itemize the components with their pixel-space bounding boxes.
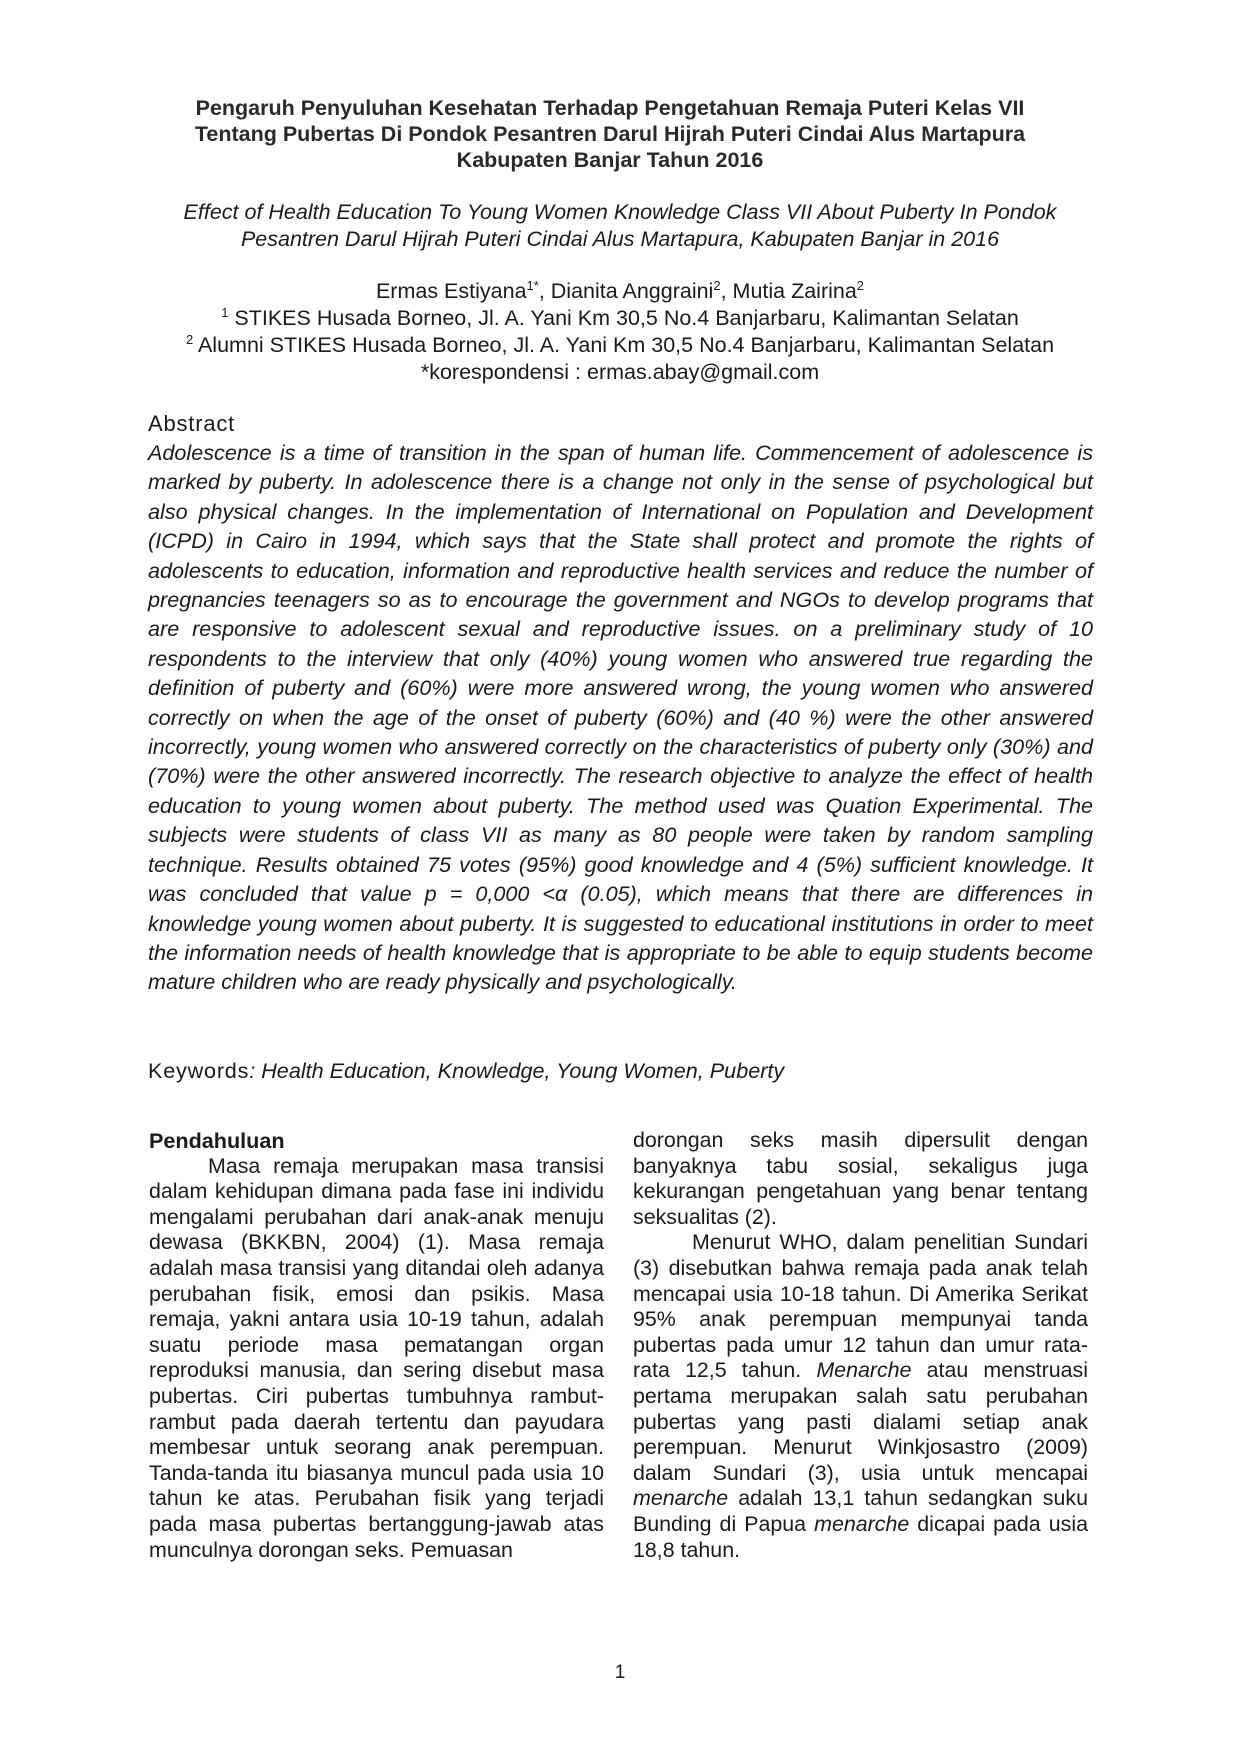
affiliation-mark: 1 [221,304,229,320]
abstract-body: Adolescence is a time of transition in the span of human life. Commencement of adolescence is marked by puberty. In adolescence there is a change not only in the sense of psychological but also physical changes. In the implementation of International on Population and Development (ICPD) in Cairo in 1994, which says that the State shall protect and promote the rights of adolescents to education, information and reproductive health services and reduce the number of pregnancies teenagers so as to encourage the government and NGOs to develop programs that are responsive to adolescent sexual and reproductive issues. on a preliminary study of 10 respondents to the interview that only (40%) young women who answered true regarding the definition of puberty and (60%) were more answered wrong, the young women who answered correctly on when the age of the onset of puberty (60%) and (40 %) were the other answered incorrectly, young women who answered correctly on the characteristics of puberty only (30%) and (70%) were the other answered incorrectly. The research objective to analyze the effect of health education to young women about puberty. The method used was Quation Experimental. The subjects were students of class VII as many as 80 people were taken by random sampling technique. Results obtained 75 votes (95%) good knowledge and 4 (5%) sufficient knowledge. It was concluded that value p = 0,000 <α (0.05), which means that there are differences in knowledge young women about puberty. It is suggested to educational institutions in order to meet the information needs of health knowledge that is appropriate to be able to equip students become mature children who are ready physically and psychologically. [148,440,1093,995]
affiliation-2 [130,332,1110,359]
author-name: Ermas Estiyana [375,279,527,303]
title-line: Kabupaten Banjar Tahun 2016 [456,148,764,172]
author-list [130,278,1110,305]
keywords-values: : Health Education, Knowledge, Young Women, Puberty [249,1058,785,1083]
text-run: atau menstruasi pertama merupakan salah satu perubahan pubertas yang pasti dialami setiap anak perempuan. Menurut Winkjosastro (2009) dalam Sundari (3), usia untuk mencapai [633,1358,1088,1485]
text-run: dicapai pada usia 18,8 tahun. [633,1511,1088,1562]
affiliation-mark: 2 [185,331,194,347]
title-line: Pesantren Darul Hijrah Puteri Cindai Alus Martapura, Kabupaten Banjar in 2016 [240,227,1000,251]
author-separator: , [538,279,551,303]
author-name: Dianita Anggraini [550,279,714,303]
author-affiliation-mark: 2 [713,277,721,293]
paragraph: dorongan seks masih dipersulit dengan banyaknya tabu sosial, sekaligus juga kekurangan pengetahuan yang benar tentang seksualitas (2). [633,1128,1088,1229]
section-heading: Pendahuluan [149,1128,285,1153]
affiliation-text: STIKES Husada Borneo, Jl. A. Yani Km 30,5 No.4 Banjarbaru, Kalimantan Selatan [228,306,1019,330]
text-run: adalah 13,1 tahun sedangkan suku Bunding di Papua [633,1486,1088,1536]
title-line: Pengaruh Penyuluhan Kesehatan Terhadap Pengetahuan Remaja Puteri Kelas VII [195,96,1025,120]
author-affiliation-mark: 1* [526,277,539,293]
correspondence-email: *korespondensi : ermas.abay@gmail.com [420,360,820,384]
page-number: 1 [614,1662,626,1683]
paragraph: Masa remaja merupakan masa transisi dalam kehidupan dimana pada fase ini individu mengalami perubahan dari anak-anak menuju dewasa (BKKBN, 2004) (1). Masa remaja adalah masa transisi yang ditandai oleh adanya perubahan fisik, emosi dan psikis. Masa remaja, yakni antara usia 10-19 tahun, adalah suatu periode masa pematangan organ reproduksi manusia, dan sering disebut masa pubertas. Ciri pubertas tumbuhnya rambut-rambut pada daerah tertentu dan payudara membesar untuk seorang anak perempuan. Tanda-tanda itu biasanya muncul pada usia 10 tahun ke atas. Perubahan fisik yang terjadi pada masa pubertas bertanggung-jawab atas munculnya dorongan seks. Pemuasan [149,1153,604,1562]
keywords-label: Keywords [148,1058,250,1083]
right-column [633,1128,1088,1563]
italic-term: menarche [814,1511,910,1536]
paper-title-indonesian [150,95,1070,173]
affiliation-1 [130,305,1110,332]
affiliation-text: Alumni STIKES Husada Borneo, Jl. A. Yani Km 30,5 No.4 Banjarbaru, Kalimantan Selatan [193,333,1055,357]
title-line: Tentang Pubertas Di Pondok Pesantren Darul Hijrah Puteri Cindai Alus Martapura [194,122,1026,146]
italic-term: menarche [633,1486,729,1511]
italic-term: Menarche [816,1358,912,1383]
author-name: Mutia Zairina [732,279,857,303]
paragraph [633,1230,1088,1563]
text-run: Menurut WHO, dalam penelitian Sundari (3) disebutkan bahwa remaja pada anak telah mencapai usia 10-18 tahun. Di Amerika Serikat 95% anak perempuan mempunyai tanda pubertas pada umur 12 tahun dan umur rata-rata 12,5 tahun. [633,1230,1088,1383]
author-block [130,278,1110,386]
left-column [149,1128,604,1563]
paper-title-english [140,199,1100,253]
title-line: Effect of Health Education To Young Women Knowledge Class VII About Puberty In Pondok [183,200,1057,224]
author-separator: , [720,279,733,303]
keywords-line [148,1058,784,1084]
abstract-heading: Abstract [148,411,236,436]
author-affiliation-mark: 2 [856,277,865,293]
